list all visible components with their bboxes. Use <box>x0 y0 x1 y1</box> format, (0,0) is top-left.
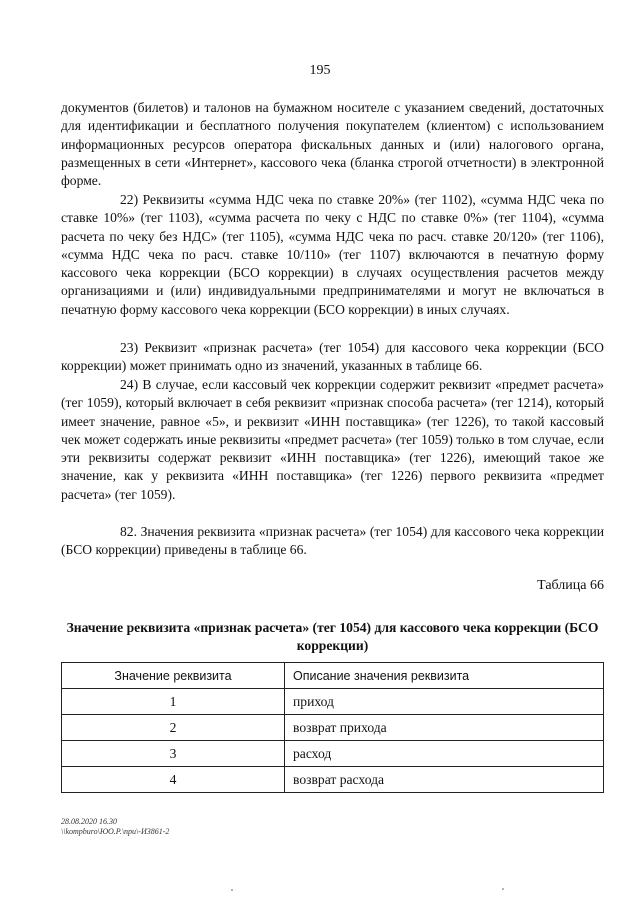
footer-file-path: \\kompburo\ЮО.Р.\при\-И3861-2 <box>61 827 170 836</box>
table-row <box>62 689 604 715</box>
header-value: Значение реквизита <box>62 663 285 689</box>
table-title: Значение реквизита «признак расчета» (тег 1054) для кассового чека коррекции (БСО коррекции) <box>66 620 599 653</box>
page-number: 195 <box>309 63 331 78</box>
table-row <box>62 767 604 793</box>
paragraph-item-24: 24) В случае, если кассовый чек коррекции содержит реквизит «предмет расчета» (тег 1059), который включает в себя реквизит «признак способа расчета» (тег 1214), который имеет значение, равное «5», и реквизит «ИНН поставщика» (тег 1226), то такой кассовый чек может содержать иные реквизиты «предмет расчета» (тег 1059) только в том случае, если эти реквизиты содержат реквизит «ИНН поставщика» (тег 1226), имеющий такое же значение, как у реквизита «ИНН поставщика» (тег 1226) первого реквизита «предмет расчета» (тег 1059). <box>61 377 604 502</box>
cell-value: 2 <box>62 715 285 741</box>
values-table <box>61 662 604 793</box>
cell-value: 4 <box>62 767 285 793</box>
cell-description: возврат расхода <box>285 767 604 793</box>
table-header-row <box>62 663 604 689</box>
cell-description: расход <box>285 741 604 767</box>
paragraph-section-82: 82. Значения реквизита «признак расчета» (тег 1054) для кассового чека коррекции (БСО коррекции) приведены в таблице 66. <box>61 524 604 558</box>
scan-speck <box>231 889 233 891</box>
paragraph-item-23: 23) Реквизит «признак расчета» (тег 1054) для кассового чека коррекции (БСО коррекции) может принимать одно из значений, указанных в таблице 66. <box>61 340 604 374</box>
cell-value: 3 <box>62 741 285 767</box>
header-description: Описание значения реквизита <box>285 663 604 689</box>
scan-speck <box>502 888 504 890</box>
scan-specks <box>0 885 640 905</box>
cell-description: приход <box>285 689 604 715</box>
paragraph-continuation: документов (билетов) и талонов на бумажном носителе с указанием сведений, достаточных для идентификации и бесплатного получения покупателем (клиентом) с использованием информационных ресурсов оператора фискальных данных и (или) налогового органа, размещенных в сети «Интернет», кассового чека (бланка строгой отчетности) в электронной форме. <box>61 100 604 189</box>
paragraph-item-22: 22) Реквизиты «сумма НДС чека по ставке 20%» (тег 1102), «сумма НДС чека по ставке 10%» (тег 1103), «сумма расчета по чеку с НДС по ставке 0%» (тег 1104), «сумма расчета по чеку без НДС» (тег 1105), «сумма НДС чека по расч. ставке 20/120» (тег 1106), «сумма НДС чека по расч. ставке 10/110» (тег 1107) включаются в печатную форму кассового чека коррекции (БСО коррекции) в случаях осуществления расчетов между организациями и (или) индивидуальными предпринимателями и могут не включаться в печатную форму кассового чека коррекции (БСО коррекции) в иных случаях. <box>61 192 604 317</box>
footer-timestamp: 28.08.2020 16.30 <box>61 817 117 826</box>
table-row <box>62 715 604 741</box>
table-caption: Таблица 66 <box>537 578 604 593</box>
cell-description: возврат прихода <box>285 715 604 741</box>
table-row <box>62 741 604 767</box>
cell-value: 1 <box>62 689 285 715</box>
